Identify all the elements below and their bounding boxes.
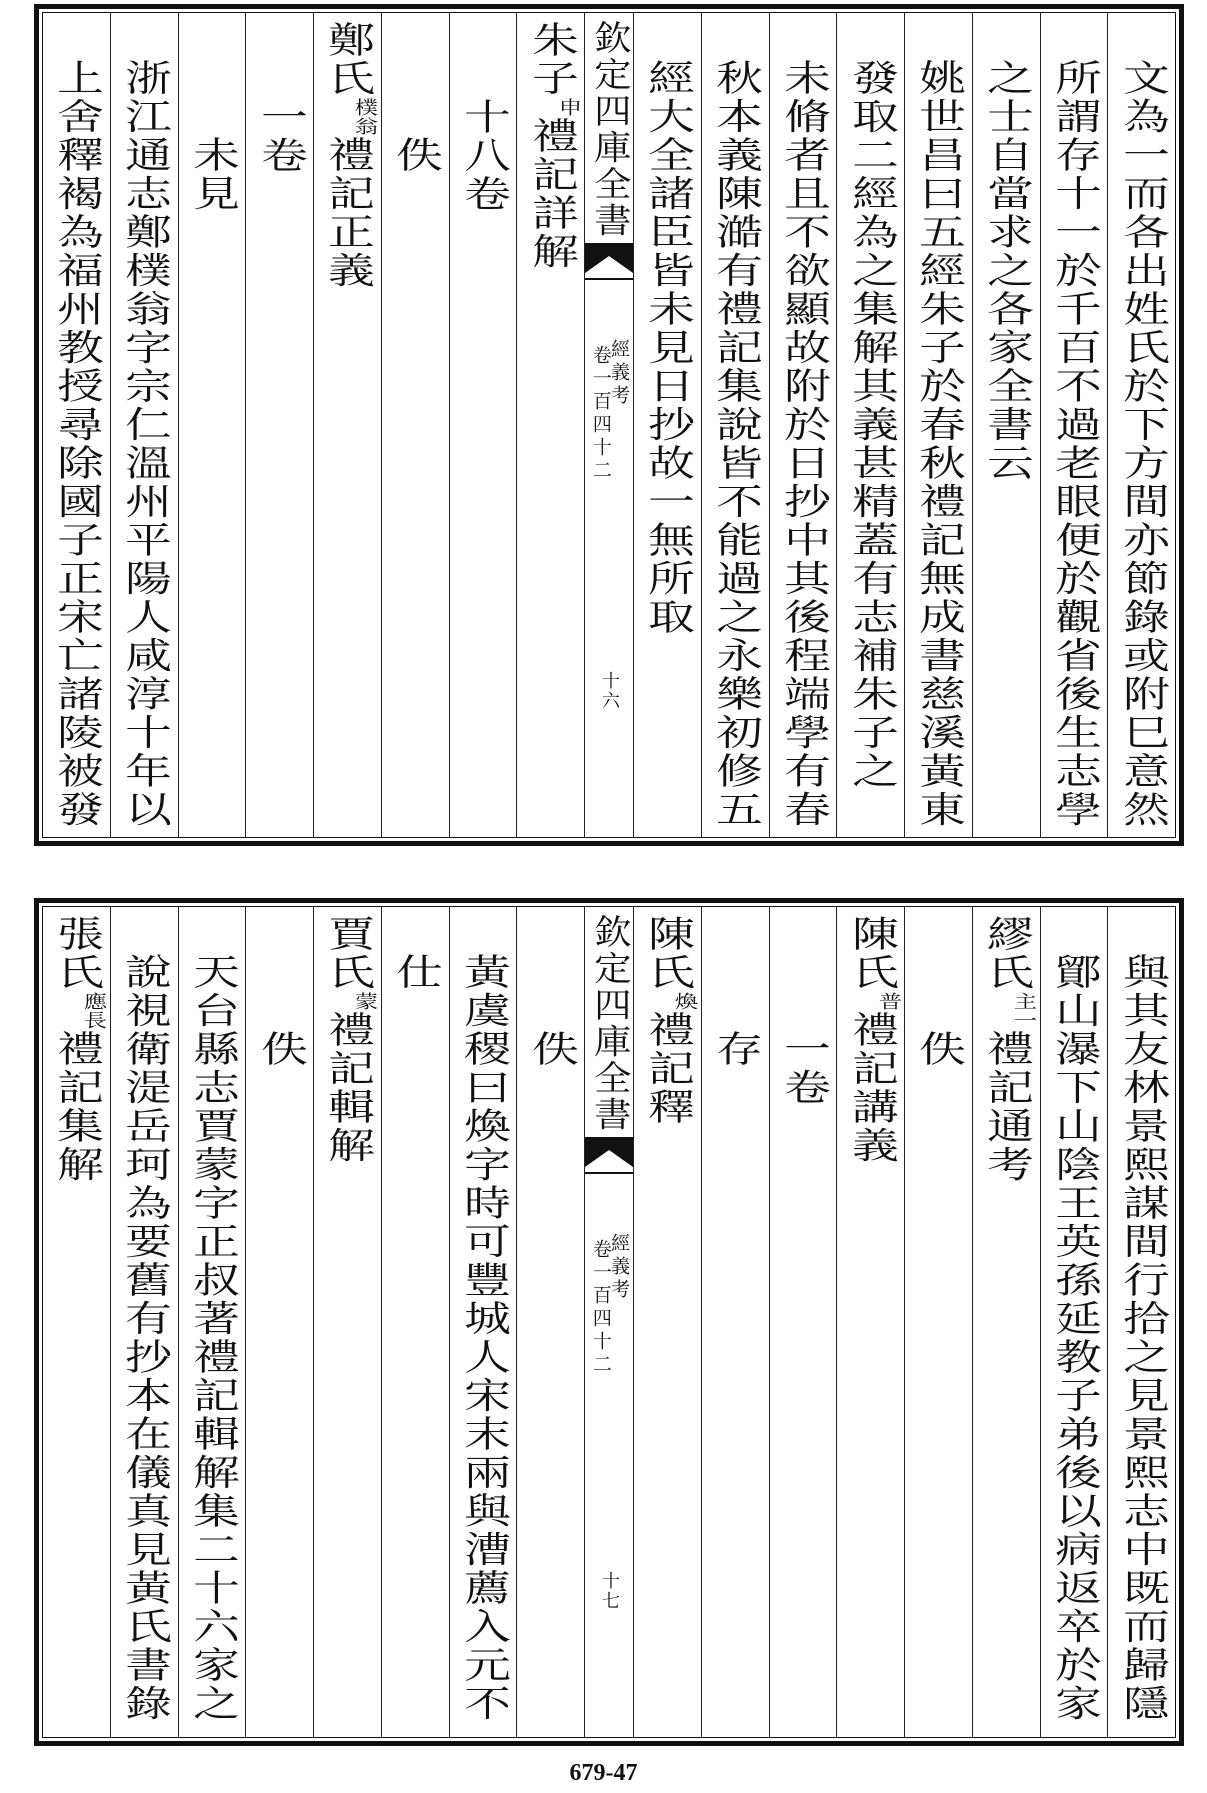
volume-count: 一卷 xyxy=(253,98,307,175)
text-column xyxy=(449,907,517,1737)
entry-given-name-note: 主一 xyxy=(1010,992,1038,1030)
text-column xyxy=(1040,13,1108,837)
volume-label: 卷一百四十二 xyxy=(589,1239,612,1377)
entry-heading xyxy=(641,915,699,1127)
entry-book-title: 禮記詳解 xyxy=(524,117,578,271)
volume-count: 一卷 xyxy=(776,1030,831,1107)
status-column xyxy=(904,907,972,1737)
column-text: 秋本義陳澔有禮記集說皆不能過之永樂初修五 xyxy=(709,59,763,829)
leaf-number: 十七 xyxy=(599,1571,620,1611)
entry-heading xyxy=(321,21,379,290)
column-text: 未脩者且不欲顯故附於日抄中其後程端學有春 xyxy=(776,59,831,829)
column-text: 與其友林景熙謀間行拾之見景熙志中既而歸隱 xyxy=(1115,953,1169,1723)
entry-given-name-note: 申 xyxy=(554,98,582,117)
column-text: 經大全諸臣皆未見日抄故一無所取 xyxy=(641,59,695,637)
volume-count-column xyxy=(449,13,517,837)
status-column xyxy=(701,907,769,1737)
status-column xyxy=(245,907,313,1737)
volume-label: 卷一百四十二 xyxy=(589,345,612,483)
volume-count-column xyxy=(245,13,313,837)
status-mark: 存 xyxy=(709,1030,763,1069)
lower-leaf-columns xyxy=(42,906,1176,1738)
text-column xyxy=(633,13,701,837)
entry-heading xyxy=(321,915,379,1165)
status-mark: 佚 xyxy=(912,1030,966,1069)
collection-title: 欽定四庫全書 xyxy=(587,914,631,1133)
entry-heading xyxy=(50,915,108,1184)
text-column xyxy=(1040,907,1108,1737)
column-text: 上舍釋褐為福州教授尋除國子正宋亡諸陵被發 xyxy=(50,59,104,829)
fishtail-mark xyxy=(585,1137,633,1177)
center-fold-column xyxy=(584,907,633,1737)
book-name: 經義考 xyxy=(608,1233,631,1302)
entry-given-name-note: 樸翁 xyxy=(351,98,379,136)
text-column xyxy=(110,907,178,1737)
lower-leaf-panel xyxy=(34,898,1184,1746)
entry-heading-column xyxy=(633,907,701,1737)
text-column xyxy=(972,13,1040,837)
entry-given-name-note: 應長 xyxy=(80,992,108,1030)
column-text: 浙江通志鄭樸翁字宗仁溫州平陽人咸淳十年以 xyxy=(118,59,172,829)
entry-surname: 張氏 xyxy=(50,915,104,992)
entry-book-title: 禮記釋 xyxy=(641,1011,695,1127)
entry-heading-column xyxy=(516,13,584,837)
entry-given-name-note: 蒙 xyxy=(351,992,379,1011)
status-mark: 佚 xyxy=(253,1030,307,1069)
entry-heading-column xyxy=(972,907,1040,1737)
entry-heading-column xyxy=(313,907,381,1737)
entry-heading xyxy=(980,915,1038,1184)
collection-title: 欽定四庫全書 xyxy=(587,20,631,239)
status-mark: 佚 xyxy=(389,136,443,175)
entry-surname: 陳氏 xyxy=(844,915,898,992)
leaf-number: 十六 xyxy=(599,671,620,711)
text-column xyxy=(836,13,904,837)
status-column xyxy=(516,907,584,1737)
column-text: 仕 xyxy=(389,953,443,992)
text-column xyxy=(1107,907,1175,1737)
book-name: 經義考 xyxy=(608,339,631,408)
entry-surname: 鄭氏 xyxy=(321,21,375,98)
column-text: 說視衛湜岳珂為要舊有抄本在儀真見黃氏書錄 xyxy=(118,953,172,1723)
status-column xyxy=(381,13,449,837)
status-mark: 未見 xyxy=(185,136,240,213)
entry-heading-column xyxy=(313,13,381,837)
entry-heading-column xyxy=(43,907,110,1737)
entry-surname: 繆氏 xyxy=(980,915,1034,992)
entry-book-title: 禮記通考 xyxy=(980,1030,1034,1184)
upper-leaf-panel xyxy=(34,4,1184,846)
text-column xyxy=(701,13,769,837)
entry-heading xyxy=(524,21,582,271)
column-text: 鄮山瀑下山陰王英孫延教子弟後以病返卒於家 xyxy=(1047,953,1102,1723)
column-text: 之士自當求之各家全書云 xyxy=(980,59,1034,483)
text-column xyxy=(904,13,972,837)
entry-heading xyxy=(844,915,902,1165)
upper-leaf-columns xyxy=(42,12,1176,838)
page-reference-number: 679-47 xyxy=(569,1760,638,1786)
fishtail-mark xyxy=(585,243,633,283)
status-column xyxy=(178,13,246,837)
entry-book-title: 禮記講義 xyxy=(844,1011,898,1165)
column-text: 發取二經為之集解其義甚精蓋有志補朱子之 xyxy=(844,59,898,791)
column-text: 姚世昌曰五經朱子於春秋禮記無成書慈溪黃東 xyxy=(912,59,966,829)
text-column xyxy=(381,907,449,1737)
column-text: 天台縣志賈蒙字正叔著禮記輯解集二十六家之 xyxy=(185,953,240,1723)
entry-surname: 陳氏 xyxy=(641,915,695,992)
volume-count-column xyxy=(769,907,837,1737)
text-column xyxy=(1107,13,1175,837)
entry-heading-column xyxy=(836,907,904,1737)
entry-given-name-note: 煥 xyxy=(671,992,699,1011)
entry-book-title: 禮記正義 xyxy=(321,136,375,290)
entry-book-title: 禮記集解 xyxy=(50,1030,104,1184)
status-mark: 佚 xyxy=(524,1030,578,1069)
volume-count: 十八卷 xyxy=(456,98,511,214)
entry-given-name-note: 普 xyxy=(874,992,902,1011)
entry-surname: 朱子 xyxy=(524,21,578,98)
text-column xyxy=(769,13,837,837)
text-column xyxy=(178,907,246,1737)
entry-book-title: 禮記輯解 xyxy=(321,1011,375,1165)
column-text: 黃虞稷曰煥字時可豐城人宋末兩與漕薦入元不 xyxy=(456,953,511,1723)
text-column xyxy=(110,13,178,837)
entry-surname: 賈氏 xyxy=(321,915,375,992)
column-text: 所謂存十一於千百不過老眼便於觀省後生志學 xyxy=(1047,59,1102,829)
text-column xyxy=(43,13,110,837)
center-fold-column xyxy=(584,13,633,837)
column-text: 文為一而各出姓氏於下方間亦節錄或附巳意然 xyxy=(1115,59,1169,829)
